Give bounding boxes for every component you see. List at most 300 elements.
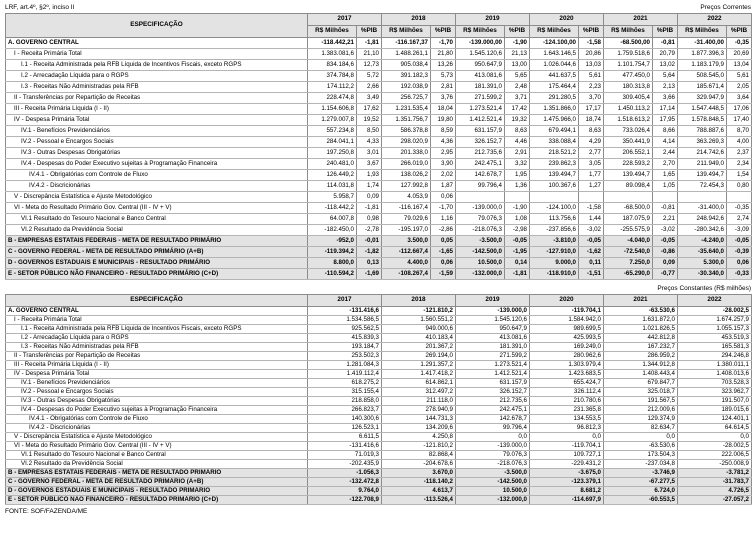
value-cell: 228.593,2: [604, 159, 653, 170]
value-cell: 1.383.081,6: [308, 49, 357, 60]
value-cell: 441.637,5: [530, 71, 579, 82]
value-cell: -1,81: [357, 38, 382, 49]
value-cell: 218.858,0: [308, 397, 382, 406]
value-cell: 7.250,0: [604, 258, 653, 269]
value-cell: 201.338,0: [382, 148, 431, 159]
value-cell: 8,63: [579, 126, 604, 137]
value-cell: 0,0: [530, 433, 604, 442]
value-cell: -1,58: [579, 38, 604, 49]
subheader-millions: R$ Milhões: [456, 26, 505, 38]
value-cell: -132.000,0: [456, 496, 530, 505]
table-row: [6, 442, 752, 451]
table-row: [6, 316, 752, 325]
value-cell: 631.157,9: [456, 126, 505, 137]
subheader-millions: R$ Milhões: [604, 26, 653, 38]
value-cell: 17,14: [653, 104, 678, 115]
value-cell: 1.273.521,4: [456, 104, 505, 115]
value-cell: -122.708,9: [308, 496, 382, 505]
value-cell: 733.026,4: [604, 126, 653, 137]
value-cell: 212.009,6: [604, 406, 678, 415]
value-cell: 614.862,1: [382, 379, 456, 388]
value-cell: 1.279.007,8: [308, 115, 357, 126]
table-row: [6, 361, 752, 370]
value-cell: 1.273.521,4: [456, 361, 530, 370]
table-row: [6, 269, 752, 280]
table-row: [6, 137, 752, 148]
value-cell: 201.367,2: [382, 343, 456, 352]
value-cell: 329.947,9: [678, 93, 727, 104]
row-label: IV.3 - Outras Despesas Obrigatórias: [6, 148, 308, 159]
value-cell: 192.038,9: [382, 82, 431, 93]
value-cell: -68.500,0: [604, 203, 653, 214]
table-row: [6, 126, 752, 137]
value-cell: 165.581,3: [678, 343, 752, 352]
table-row: [6, 406, 752, 415]
value-cell: 4.613,7: [382, 487, 456, 496]
value-cell: -3.675,0: [530, 469, 604, 478]
value-cell: -229.431,2: [530, 460, 604, 469]
table-row: [6, 496, 752, 505]
value-cell: 19,32: [505, 115, 530, 126]
value-cell: -0,86: [653, 247, 678, 258]
value-cell: -119.704,1: [530, 307, 604, 316]
value-cell: -280.342,6: [678, 225, 727, 236]
value-cell: 4,29: [579, 137, 604, 148]
value-cell: 79.029,6: [382, 214, 431, 225]
value-cell: 211.949,0: [678, 159, 727, 170]
table-row: [6, 60, 752, 71]
value-cell: 1.408.013,6: [678, 370, 752, 379]
row-label: IV.3 - Outras Despesas Obrigatórias: [6, 397, 308, 406]
row-label: IV.4.2 - Discricionárias: [6, 424, 308, 433]
value-cell: -195.197,0: [382, 225, 431, 236]
value-cell: 391.182,3: [382, 71, 431, 82]
value-cell: 187.075,9: [604, 214, 653, 225]
table-row: [6, 71, 752, 82]
value-cell: 266.019,0: [382, 159, 431, 170]
value-cell: 350.441,9: [604, 137, 653, 148]
value-cell: -31.400,00: [678, 38, 727, 49]
value-cell: 82.634,7: [604, 424, 678, 433]
value-cell: 2,48: [505, 82, 530, 93]
value-cell: 3,64: [727, 93, 752, 104]
value-cell: 2,34: [727, 159, 752, 170]
value-cell: -119.394,2: [308, 247, 357, 258]
value-cell: 442.812,8: [604, 334, 678, 343]
value-cell: -108.267,4: [382, 269, 431, 280]
value-cell: 4.726,5: [678, 487, 752, 496]
row-label: A. GOVERNO CENTRAL: [6, 307, 308, 316]
value-cell: -3.500,0: [456, 236, 505, 247]
value-cell: 3,90: [431, 159, 456, 170]
value-cell: 1.545.120,6: [456, 49, 505, 60]
table-row: [6, 415, 752, 424]
constant-prices-table: [5, 294, 752, 505]
value-cell: 989.699,5: [530, 325, 604, 334]
value-cell: 679.494,1: [530, 126, 579, 137]
value-cell: 191.567,5: [604, 397, 678, 406]
current-prices-table: [5, 13, 752, 280]
row-label: II - Transferências por Repartição de Receitas: [6, 352, 308, 361]
value-cell: 679.847,7: [604, 379, 678, 388]
value-cell: 1.412.521,4: [456, 115, 505, 126]
value-cell: -0,05: [727, 236, 752, 247]
value-cell: 284.041,1: [308, 137, 357, 148]
table-row: [6, 397, 752, 406]
value-cell: 210.780,6: [530, 397, 604, 406]
value-cell: -127.910,0: [530, 247, 579, 258]
value-cell: -0,39: [727, 247, 752, 258]
value-cell: 139.494,7: [604, 170, 653, 181]
value-cell: 4,14: [653, 137, 678, 148]
value-cell: 253.502,3: [308, 352, 382, 361]
row-label: V - Discrepância Estatística e Ajuste Metodológico: [6, 433, 308, 442]
value-cell: 100.367,6: [530, 181, 579, 192]
value-cell: -237.034,8: [604, 460, 678, 469]
value-cell: 0,09: [653, 258, 678, 269]
value-cell: -131.416,6: [308, 442, 382, 451]
value-cell: -113.526,4: [382, 496, 456, 505]
row-label: VI - Meta do Resultado Primário Gov. Central (III - IV + V): [6, 442, 308, 451]
value-cell: 1,74: [357, 181, 382, 192]
value-cell: 1.578.848,5: [678, 115, 727, 126]
value-cell: 96.812,3: [530, 424, 604, 433]
value-cell: 13,03: [579, 60, 604, 71]
value-cell: -118.910,0: [530, 269, 579, 280]
row-label: I.1 - Receita Administrada pela RFB Líquida de Incentivos Fiscais, exceto RGPS: [6, 60, 308, 71]
value-cell: -28.002,5: [678, 442, 752, 451]
value-cell: 0,0: [604, 433, 678, 442]
value-cell: -3.500,0: [456, 469, 530, 478]
value-cell: -4.040,0: [604, 236, 653, 247]
value-cell: 1.759.518,6: [604, 49, 653, 60]
value-cell: 1,77: [579, 170, 604, 181]
value-cell: 1,87: [431, 181, 456, 192]
value-cell: 64.007,8: [308, 214, 357, 225]
value-cell: -121.810,2: [382, 307, 456, 316]
value-cell: 312.497,2: [382, 388, 456, 397]
row-label: IV.4.2 - Discricionárias: [6, 181, 308, 192]
value-cell: 1.417.418,2: [382, 370, 456, 379]
value-cell: 17,42: [505, 104, 530, 115]
table-row: [6, 469, 752, 478]
value-cell: 191.507,0: [678, 397, 752, 406]
value-cell: 703.528,3: [678, 379, 752, 388]
value-cell: 134.553,5: [530, 415, 604, 424]
row-label: VI.1 Resultado do Tesouro Nacional e Banco Central: [6, 451, 308, 460]
row-label: A. GOVERNO CENTRAL: [6, 38, 308, 49]
row-label: IV - Despesa Primária Total: [6, 115, 308, 126]
value-cell: 2,74: [727, 214, 752, 225]
row-label: IV.2 - Pessoal e Encargos Sociais: [6, 388, 308, 397]
value-cell: 139.494,7: [530, 170, 579, 181]
value-cell: 1.026.044,6: [530, 60, 579, 71]
row-label: B - EMPRESAS ESTATAIS FEDERAIS - META DE RESULTADO PRIMÁRIO: [6, 469, 308, 478]
value-cell: 17,95: [653, 115, 678, 126]
value-cell: 134.209,6: [382, 424, 456, 433]
value-cell: 1.154.606,8: [308, 104, 357, 115]
row-label: III - Receita Primária Líquida (I - II): [6, 361, 308, 370]
value-cell: 1.643.146,5: [530, 49, 579, 60]
table-row: [6, 214, 752, 225]
value-cell: 0,14: [505, 258, 530, 269]
year-header-2018: 2018: [382, 14, 456, 26]
value-cell: 19,52: [357, 115, 382, 126]
value-cell: 13,26: [431, 60, 456, 71]
value-cell: 1.534.586,5: [308, 316, 382, 325]
value-cell: -0,05: [653, 236, 678, 247]
value-cell: -3.810,0: [530, 236, 579, 247]
value-cell: 1.183.179,9: [678, 60, 727, 71]
value-cell: -1,62: [579, 247, 604, 258]
value-cell: -124.100,00: [530, 38, 579, 49]
value-cell: 12,73: [357, 60, 382, 71]
value-cell: -139.000,0: [456, 442, 530, 451]
year-header-2021: 2021: [604, 14, 678, 26]
value-cell: 214.742,6: [678, 148, 727, 159]
row-label: E - SETOR PÚBLICO NÃO FINANCEIRO - RESULTADO PRIMÁRIO (C+D): [6, 269, 308, 280]
row-label: VI - Meta do Resultado Primário Gov. Central (III - IV + V): [6, 203, 308, 214]
value-cell: 5,73: [431, 71, 456, 82]
value-cell: -60.553,5: [604, 496, 678, 505]
value-cell: 315.155,4: [308, 388, 382, 397]
value-cell: 1.423.683,5: [530, 370, 604, 379]
value-cell: 124.401,1: [678, 415, 752, 424]
table-row: [6, 148, 752, 159]
subheader-pib: %PIB: [727, 26, 752, 38]
value-cell: -121.810,2: [382, 442, 456, 451]
value-cell: 326.152,7: [456, 388, 530, 397]
value-cell: 17,17: [579, 104, 604, 115]
year-header-2017: 2017: [308, 14, 382, 26]
value-cell: 175.464,4: [530, 82, 579, 93]
value-cell: 2,37: [727, 148, 752, 159]
value-cell: 905.038,4: [382, 60, 431, 71]
value-cell: 631.157,9: [456, 379, 530, 388]
value-cell: 271.599,2: [456, 93, 505, 104]
value-cell: 248.942,6: [678, 214, 727, 225]
value-cell: -63.530,6: [604, 307, 678, 316]
value-cell: -2,78: [357, 225, 382, 236]
value-cell: 8,70: [727, 126, 752, 137]
table-row: [6, 325, 752, 334]
value-cell: 2,91: [505, 148, 530, 159]
value-cell: 5,64: [653, 71, 678, 82]
value-cell: 1.450.113,2: [604, 104, 653, 115]
year-header-2020: 2020: [530, 14, 604, 26]
value-cell: 64.614,5: [678, 424, 752, 433]
value-cell: -31.400,0: [678, 203, 727, 214]
value-cell: -1,59: [431, 269, 456, 280]
value-cell: 278.940,9: [382, 406, 456, 415]
value-cell: 363.269,3: [678, 137, 727, 148]
value-cell: -237.856,6: [530, 225, 579, 236]
value-cell: -139.000,0: [456, 307, 530, 316]
value-cell: 413.081,6: [456, 71, 505, 82]
value-cell: 557.234,8: [308, 126, 357, 137]
value-cell: 5,65: [505, 71, 530, 82]
value-cell: 1.055.157,3: [678, 325, 752, 334]
value-cell: 138.026,2: [382, 170, 431, 181]
value-cell: 3,49: [357, 93, 382, 104]
value-cell: -250.008,9: [678, 460, 752, 469]
value-cell: 2,77: [579, 148, 604, 159]
value-cell: 20,86: [579, 49, 604, 60]
table-row: [6, 203, 752, 214]
value-cell: 3,67: [357, 159, 382, 170]
value-cell: [456, 192, 505, 203]
value-cell: 2,13: [653, 82, 678, 93]
value-cell: -30.340,0: [678, 269, 727, 280]
value-cell: 0,0: [678, 433, 752, 442]
value-cell: 242.475,1: [456, 406, 530, 415]
table-row: [6, 38, 752, 49]
value-cell: [653, 192, 678, 203]
value-cell: -1,65: [431, 247, 456, 258]
table-row: [6, 487, 752, 496]
value-cell: 1.560.551,2: [382, 316, 456, 325]
value-cell: 1.231.535,4: [382, 104, 431, 115]
table-row: [6, 379, 752, 388]
value-cell: -1,90: [505, 203, 530, 214]
value-cell: -112.667,4: [382, 247, 431, 258]
value-cell: 9.000,0: [530, 258, 579, 269]
value-cell: -1,90: [505, 38, 530, 49]
value-cell: 113.756,6: [530, 214, 579, 225]
spec-column-header: ESPECIFICAÇÃO: [6, 295, 308, 307]
value-cell: -1.056,3: [308, 469, 382, 478]
value-cell: 10.500,0: [456, 258, 505, 269]
value-cell: -27.057,2: [678, 496, 752, 505]
value-cell: 109.727,1: [530, 451, 604, 460]
value-cell: -0,77: [653, 269, 678, 280]
table-row: [6, 451, 752, 460]
value-cell: 174.112,2: [308, 82, 357, 93]
value-cell: 294.246,8: [678, 352, 752, 361]
value-cell: 0,05: [431, 236, 456, 247]
value-cell: 4.053,9: [382, 192, 431, 203]
table-row: [6, 343, 752, 352]
value-cell: 1.408.443,4: [604, 370, 678, 379]
value-cell: 0,13: [357, 258, 382, 269]
value-cell: 240.481,0: [308, 159, 357, 170]
value-cell: 8,63: [505, 126, 530, 137]
value-cell: 586.378,8: [382, 126, 431, 137]
top-caption-row: [5, 3, 751, 12]
value-cell: 5,61: [727, 71, 752, 82]
value-cell: 17,40: [727, 115, 752, 126]
value-cell: -1,70: [431, 38, 456, 49]
row-label: B - EMPRESAS ESTATAIS FEDERAIS - META DE RESULTADO PRIMÁRIO: [6, 236, 308, 247]
table-row: [6, 170, 752, 181]
value-cell: 1.584.942,0: [530, 316, 604, 325]
value-cell: 82.868,4: [382, 451, 456, 460]
source-note: FONTE: SOF/FAZENDA/ME: [5, 508, 88, 515]
row-label: I.2 - Arrecadação Líquida para o RGPS: [6, 334, 308, 343]
value-cell: 17,62: [357, 104, 382, 115]
value-cell: 5,72: [357, 71, 382, 82]
value-cell: 239.862,3: [530, 159, 579, 170]
value-cell: 410.183,4: [382, 334, 456, 343]
value-cell: 4,46: [505, 137, 530, 148]
row-label: VI.2 Resultado da Previdência Social: [6, 225, 308, 236]
value-cell: 2,81: [431, 82, 456, 93]
value-cell: 1.281.084,3: [308, 361, 382, 370]
value-cell: 271.599,2: [456, 352, 530, 361]
value-cell: -202.435,9: [308, 460, 382, 469]
value-cell: 20,69: [727, 49, 752, 60]
value-cell: 142.678,7: [456, 170, 505, 181]
value-cell: 5,61: [579, 71, 604, 82]
row-label: IV.4 - Despesas do Poder Executivo sujeitas à Programação Financeira: [6, 159, 308, 170]
value-cell: 228.474,8: [308, 93, 357, 104]
row-label: I - Receita Primária Total: [6, 49, 308, 60]
value-cell: [727, 192, 752, 203]
year-header-2018: 2018: [382, 295, 456, 307]
row-label: D - GOVERNOS ESTADUAIS E MUNICIPAIS - RESULTADO PRIMÁRIO: [6, 258, 308, 269]
table-row: [6, 115, 752, 126]
value-cell: 4,00: [727, 137, 752, 148]
value-cell: -2,86: [431, 225, 456, 236]
value-cell: 126.449,2: [308, 170, 357, 181]
value-cell: 286.959,2: [604, 352, 678, 361]
value-cell: 193.184,7: [308, 343, 382, 352]
value-cell: -118.140,2: [382, 478, 456, 487]
value-cell: -1,58: [579, 203, 604, 214]
value-cell: -0,01: [357, 236, 382, 247]
value-cell: -3,09: [727, 225, 752, 236]
value-cell: -119.704,1: [530, 442, 604, 451]
value-cell: 1.380.011,1: [678, 361, 752, 370]
value-cell: [530, 192, 579, 203]
value-cell: -35.640,0: [678, 247, 727, 258]
row-label: IV.4 - Despesas do Poder Executivo sujeitas à Programação Financeira: [6, 406, 308, 415]
value-cell: -116.167,4: [382, 203, 431, 214]
value-cell: -2,98: [505, 225, 530, 236]
value-cell: 126.523,1: [308, 424, 382, 433]
value-cell: 0,80: [727, 181, 752, 192]
table-row: [6, 334, 752, 343]
value-cell: 3,32: [505, 159, 530, 170]
value-cell: 6.724,0: [604, 487, 678, 496]
value-cell: 1.021.826,5: [604, 325, 678, 334]
value-cell: 1,54: [727, 170, 752, 181]
value-cell: -110.594,2: [308, 269, 357, 280]
value-cell: 6.611,5: [308, 433, 382, 442]
value-cell: -116.167,37: [382, 38, 431, 49]
value-cell: 1.351.756,7: [382, 115, 431, 126]
value-cell: 1.518.613,2: [604, 115, 653, 126]
value-cell: 222.006,5: [678, 451, 752, 460]
value-cell: 374.784,8: [308, 71, 357, 82]
value-cell: 3,76: [431, 93, 456, 104]
value-cell: 242.475,1: [456, 159, 505, 170]
value-cell: 1,65: [653, 170, 678, 181]
value-cell: -131.416,6: [308, 307, 382, 316]
value-cell: 1,16: [431, 214, 456, 225]
value-cell: -0,35: [727, 38, 752, 49]
value-cell: 950.647,9: [456, 325, 530, 334]
value-cell: 4.400,0: [382, 258, 431, 269]
value-cell: 1.291.357,2: [382, 361, 456, 370]
value-cell: 2,66: [357, 82, 382, 93]
value-cell: 1.351.866,0: [530, 104, 579, 115]
value-cell: -1,70: [431, 203, 456, 214]
value-cell: 3,71: [505, 93, 530, 104]
value-cell: 1,95: [505, 170, 530, 181]
value-cell: 834.184,6: [308, 60, 357, 71]
value-cell: 18,74: [579, 115, 604, 126]
